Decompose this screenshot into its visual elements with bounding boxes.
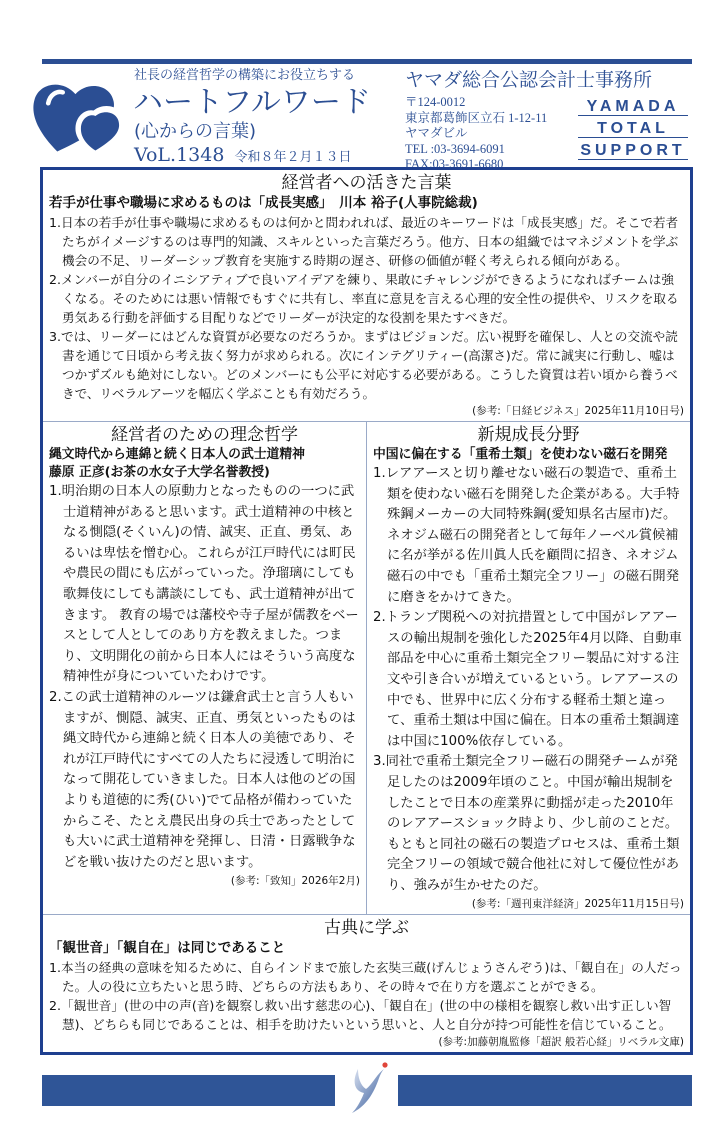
reference: (参考:「致知」2026年2月): [230, 875, 360, 888]
two-column-area: [43, 421, 690, 915]
section-heading: 経営者への活きた言葉: [281, 173, 452, 193]
footer-bar-left: [42, 1075, 335, 1106]
reference: (参考:加藤朝胤監修「超訳 般若心経」リベラル文庫): [438, 1036, 684, 1049]
paragraph: 2.トランプ関税への対抗措置として中国がレアアースの輸出規制を強化した2025年4月以降、自動車部品を中心に重希土類完全フリー製品に対する注文や引き合いが増えているという。レアアースの中でも、世界中に広く分布する軽希土類と違って、重希土類は中国に偏在。日本の重希土類調達は中国に100%依存している。: [373, 610, 682, 749]
section-growth-field: [366, 422, 690, 914]
building: ヤマダビル: [405, 126, 468, 140]
author: 藤原 正彦(お茶の水女子大学名誉教授): [49, 465, 270, 480]
section-subheading: 若手が仕事や職場に求めるものは「成長実感」 川本 裕子(人事院総裁): [49, 195, 478, 211]
paragraph: 1.日本の若手が仕事や職場に求めるものは何かと問われれば、最近のキーワードは「成長実感」だ。そこで若者たちがイメージするのは専門的知識、スキルといった言葉だろう。他方、日本の組織ではマネジメントを学ぶ機会の不足、リーダーシップ教育を実施する時期の遅さ、研修の価値が軽く考えられる傾向がある。: [49, 215, 679, 268]
firm-name: ヤマダ総合公認会計士事務所: [405, 69, 653, 91]
section-classics: [43, 915, 690, 1052]
brand-mark: [578, 98, 688, 164]
section-subheading: 「観世音」「観自在」は同じであること: [49, 940, 286, 957]
street-address: 東京都葛飾区立石 1-12-11: [405, 110, 548, 125]
section-living-words: [43, 170, 690, 421]
issue-info: [134, 144, 351, 166]
y-logo-icon: [350, 1061, 390, 1116]
issue-date: 令和８年２月１３日: [234, 150, 352, 165]
phone: TEL :03-3694-6091: [405, 141, 505, 156]
paragraph: 1.レアアースと切り離せない磁石の製造で、重希土類を使わない磁石を開発した企業がある。大手特殊鋼メーカーの大同特殊鋼(愛知県名古屋市)だ。ネオジム磁石の開発者として毎年ノーベル賞候補に名が挙がる佐川眞人氏を顧問に招き、ネオジム磁石の中でも「重希土類完全フリー」の磁石開発に磨きをかけてきた。: [373, 466, 680, 605]
paragraph: 3.では、リーダーにはどんな資質が必要なのだろうか。まずはビジョンだ。広い視野を確保し、人との交流や読書を通じて日頃から考え抜く努力が求められる。次にインテグリティー(高潔さ)だ。常に誠実に行動し、嘘はつかずズルも絶対にしない。どのメンバーにも公平に対応する必要がある。こうした資質は若い頃から養うべきで、リベラルアーツを幅広く学ぶことも有効だろう。: [49, 329, 678, 401]
footer-bar-right: [398, 1075, 692, 1106]
section-philosophy: [43, 422, 366, 914]
paragraph: 2.この武士道精神のルーツは鎌倉武士と言う人もいますが、惻隠、誠実、正直、勇気といったものは縄文時代から連綿と続く日本人の美徳であり、それが江戸時代にすべての人たちに浸透して明治になって開花していきました。日本人は他のどの国よりも道徳的に秀(ひい)でて品格が備わっていたからこそ、たとえ農民出身の兵士であったとしても大いに武士道精神を発揮し、日清・日露戦争などを戦い抜けたのだと思います。: [49, 689, 356, 870]
newsletter-subtitle: (心からの言葉): [134, 121, 257, 142]
newsletter-title: ハートフルワード: [133, 85, 371, 120]
fax: FAX:03-3691-6680: [405, 157, 504, 171]
paragraph: 2.メンバーが自分のイニシアティブで良いアイデアを練り、果敢にチャレンジができるようになればチームは強くなる。そのためには悪い情報でもすぐに共有し、率直に意見を言える心理的安全性の提供や、リスクを取る勇気ある行動を評価する目配りなどでリーダーが決定的な役割を果たすべきだ。: [49, 272, 679, 325]
section-heading: 経営者のための理念哲学: [111, 425, 298, 445]
brand-line: SUPPORT: [578, 142, 688, 160]
hearts-logo-icon: [30, 72, 130, 160]
section-subheading: 縄文時代から連綿と続く日本人の武士道精神: [49, 447, 305, 462]
volume-number: VoL.1348: [134, 144, 225, 166]
paragraph: 2.「観世音」(世の中の声(音)を観察し救い出す慈悲の心)、「観自在」(世の中の様相を観察し救い出す正しい智慧)、どちらも同じであることは、相手を助けたいという思いと、人と自分が持つ可能性を信じていること。: [49, 998, 672, 1033]
tagline: 社長の経営哲学の構築にお役立ちする: [134, 68, 356, 83]
brand-line: YAMADA: [578, 98, 688, 116]
header-top-bar: [42, 59, 692, 64]
main-content: [40, 167, 693, 1131]
footer: [40, 1071, 693, 1131]
content-frame: [40, 167, 693, 1055]
postal-code: 〒124-0012: [405, 95, 466, 109]
paragraph: 1.本当の経典の意味を知るために、自らインドまで旅した玄奘三蔵(げんじょうさんぞう)は、「観自在」の人だった。人の役に立ちたいと思う時、どちらの方法もあり、その時々で在り方を選ぶことができる。: [49, 960, 682, 995]
paragraph: 3.同社で重希土類完全フリー磁石の開発チームが発足したのは2009年頃のこと。中国が輸出規制をしたことで日本の産業界に動揺が走った2010年のレアアースショック時より、少し前のことだ。もともと同社の磁石の製造プロセスは、重希土類完全フリーの領域で競合他社に対して優位性があり、強みが生かせたのだ。: [373, 754, 680, 893]
reference: (参考:「日経ビジネス」2025年11月10日号): [472, 405, 684, 417]
paragraph: 1.明治期の日本人の原動力となったものの一つに武士道精神があると思います。武士道精神の中核となる惻隠(そくいん)の情、誠実、正直、勇気、あるいは卑怯を憎む心。これらが江戸時代には町民や農民の間にも広がっていった。浄瑠璃にしても歌舞伎にしても講談にしても、武士道精神が出てきます。 教育の場では藩校や寺子屋が儒教をベースとして人としてのあり方を教えました。つまり、文明開化の前から日本人にはそういう高度な精神性が身についていたわけです。: [49, 484, 359, 685]
section-heading: 新規成長分野: [477, 425, 580, 445]
reference: (参考:「週刊東洋経済」2025年11月15日号): [471, 898, 684, 911]
section-heading: 古典に学ぶ: [324, 918, 409, 939]
brand-line: TOTAL: [578, 120, 688, 138]
firm-address: [405, 95, 547, 173]
section-subheading: 中国に偏在する「重希土類」を使わない磁石を開発: [373, 447, 668, 462]
